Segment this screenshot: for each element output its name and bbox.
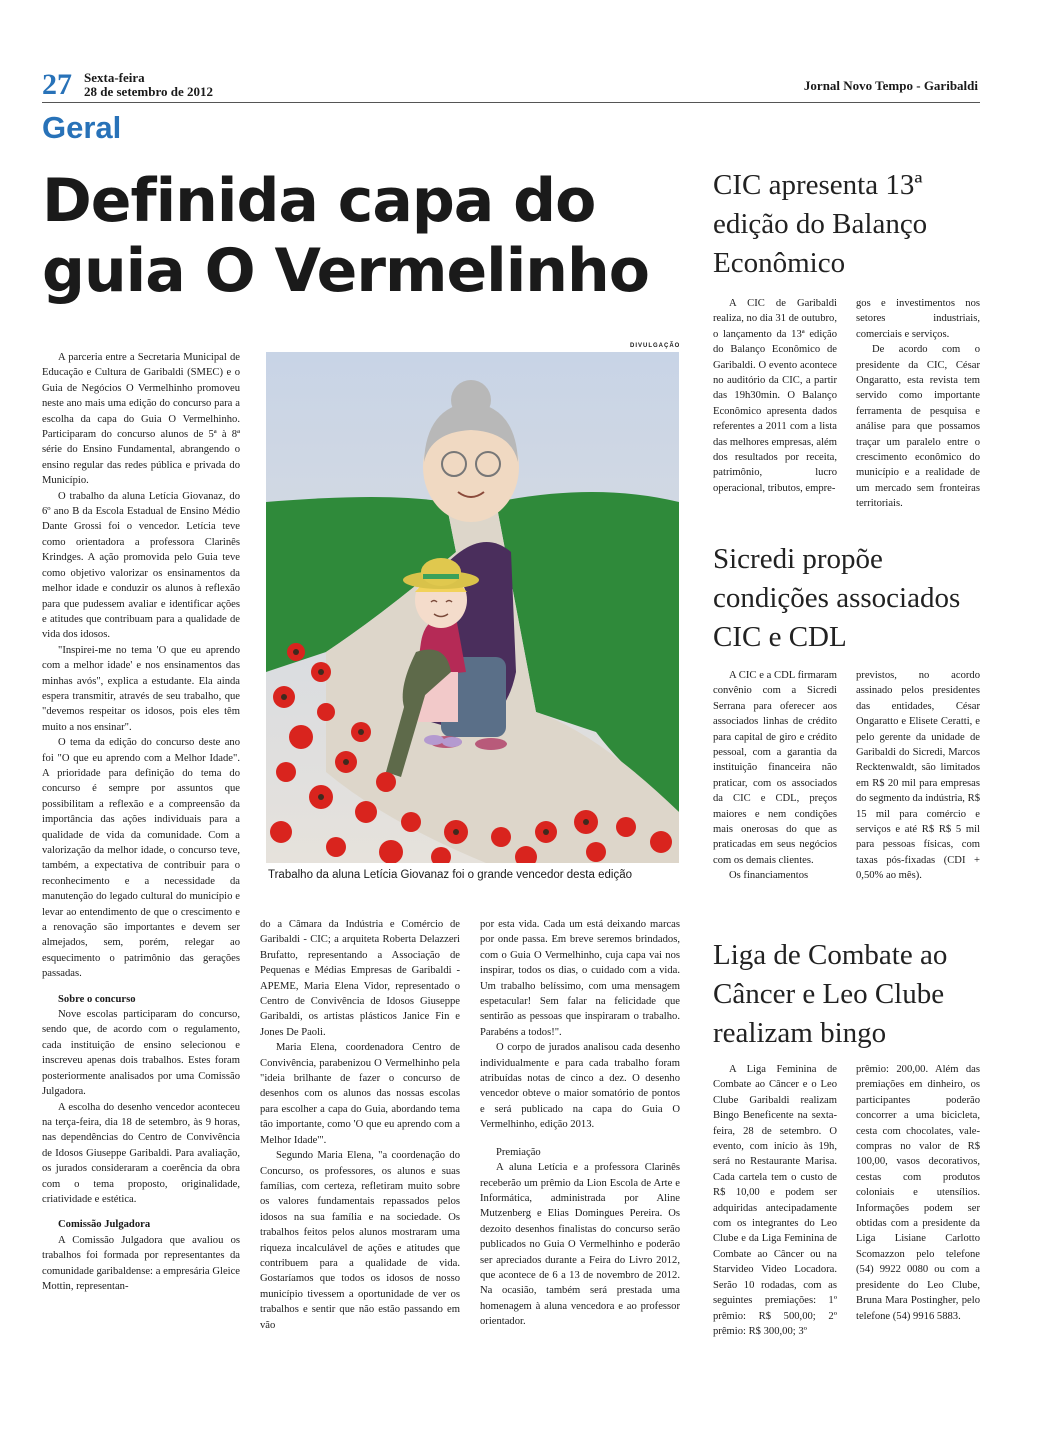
side-headline-liga: Liga de Combate ao Câncer e Leo Clube realizam bingo: [713, 939, 948, 1049]
paragraph: Maria Elena, coordenadora Centro de Convivência, parabenizou O Vermelhinho pela "ideia brilhante de fazer o concurso de desenhos com os alunos das nossas escolas para escolher a capa do Guia, abordando tema tão importante, como 'O que eu aprendo com a Melhor Idade'".: [260, 1042, 460, 1146]
side-headline-sicredi: Sicredi propõe condições associados CIC e CDL: [713, 543, 961, 653]
paragraph: A parceria entre a Secretaria Municipal de Educação e Cultura de Garibaldi (SMEC) e o Guia de Negócios O Vermelhinho promoveu neste ano mais uma edição do concurso para a escolha da capa do Guia O Vermelhinho. Participaram do concurso alunos de 5ª à 8ª série do Ensino Fundamental, abrangendo o ensino regular das redes pública e privada do Município.: [42, 352, 240, 487]
side2-column-b: [856, 668, 980, 884]
side-headline-cic: CIC apresenta 13ª edição do Balanço Econômico: [713, 169, 928, 279]
side1-column-b: [856, 296, 980, 512]
issue-date: [84, 71, 213, 99]
section-title: Geral: [42, 110, 122, 145]
cover-illustration: [266, 352, 679, 863]
subheading: Sobre o concurso: [58, 993, 136, 1005]
main-headline: Definida capa do guia O Vermelinho: [42, 166, 649, 306]
main-column-2: [260, 917, 460, 1333]
subheading: Premiação: [496, 1146, 541, 1158]
paragraph: A aluna Letícia e a professora Clarinês receberão um prêmio da Lion Escola de Arte e Informática, administrada por Aline Mutzenberg e Elias Domingues Pereira. Os dezoito desenhos finalistas do concurso serão publicados no Guia O Vermelhinho e poderão ser apreciados durante a Feira do Livro 2012, que acontece de 6 a 13 de novembro de 2012. Na ocasião, também será prestada uma homenagem à aluna vencedora e ao professor orientador.: [480, 1162, 680, 1328]
side2-column-a: [713, 668, 837, 884]
paragraph: O corpo de jurados analisou cada desenho individualmente e para cada trabalho foram atribuídas notas de cinco a dez. O desenho vencedor obteve o maior somatório de pontos e será publicado na capa do Guia O Vermelhinho, edição 2013.: [480, 1042, 680, 1131]
paragraph: prêmio: 200,00. Além das premiações em dinheiro, os participantes poderão concorrer a uma bicicleta, cesta com chocolates, vale-compras no valor de R$ 100,00, vasos decorativos, cestas com produtos coloniais e utensílios. Informações podem ser obtidas com a presidente da Liga Lisiane Carlotto Scomazzon pelo telefone (54) 9922 0080 ou com a presidente do Leo Clube, Bruna Mara Postingher, pelo telefone (54) 9916 5883.: [856, 1064, 980, 1322]
paragraph: O tema da edição do concurso deste ano foi "O que eu aprendo com a Melhor Idade". A prioridade para definição do tema do concurso é sempre por assuntos que possibilitam a reflexão e a compreensão da importância das ações individuais para a qualidade de vida da comunidade. Com a valorização da melhor idade, o concurso teve, também, a expectativa de contribuir para o reconhecimento e a necessidade da manutenção do legado cultural do município e levar ao entendimento de que o crescimento e a renovação são importantes e devem ser almejados, sem, porém, relegar ao esquecimento o patrimônio das gerações passadas.: [42, 737, 240, 980]
paragraph: A Comissão Julgadora que avaliou os trabalhos foi formada por representantes da comunidade garibaldense: a empresária Gleice Mottin, representan-: [42, 1234, 240, 1292]
paragraph: Segundo Maria Elena, "a coordenação do Concurso, os professores, os alunos e suas famílias, com certeza, refletiram muito sobre os valores fundamentais repassados pelos idosos na sua família e na sociedade. Os trabalhos feitos pelos alunos mostraram uma riqueza incalculável de ações e atitudes que contribuem para a qualidade de vida. Gostaríamos que todos os idosos de nosso município tivessem a oportunidade de ver os trabalhos e sentir que não estão passando em vão: [260, 1150, 460, 1331]
side3-column-a: [713, 1062, 837, 1339]
drawing-grandma-and-girl: [266, 352, 679, 863]
paragraph: A CIC de Garibaldi realiza, no dia 31 de outubro, o lançamento da 13ª edição do Balanço Econômico de Garibaldi. O evento acontece no auditório da CIC, a partir das 19h30min. O Balanço Econômico apresenta dados referentes a 2011 com a lista das melhores empresas, além dos resultados por receita, patrimônio, lucro operacional, tributos, empre-: [713, 298, 837, 494]
paragraph: A escolha do desenho vencedor aconteceu na terça-feira, dia 18 de setembro, às 9 horas, nas dependências do Centro de Convivência de Idosos Giuseppe Garibaldi. Para avaliação, os jurados consideraram a coerência da obra com o tema proposto, originalidade, criatividade e estética.: [42, 1101, 240, 1205]
photo-credit: DIVULGAÇÃO: [630, 343, 681, 349]
paragraph: "Inspirei-me no tema 'O que eu aprendo com a melhor idade' e nos ensinamentos das minhas avós", explica a estudante. Ela ainda espera transmitir, através de seu trabalho, que "devemos respeitar os idosos, pois eles têm muito a nos ensinar".: [42, 644, 240, 733]
photo-caption: Trabalho da aluna Letícia Giovanaz foi o grande vencedor desta edição: [268, 869, 632, 881]
side1-column-a: [713, 296, 837, 496]
paragraph: O trabalho da aluna Letícia Giovanaz, do 6º ano B da Escola Estadual de Ensino Médio Dante Grossi foi o vencedor. Letícia teve como orientadora a professora Clarinês Krindges. A ação promovida pelo Guia teve como objetivo valorizar os ensinamentos da melhor idade e conduzir os alunos à reflexão para que pudessem avaliar e identificar ações e atitudes que contribuam para a qualidade de vida dos idosos.: [42, 490, 240, 641]
side3-column-b: [856, 1062, 980, 1324]
paragraph: Nove escolas participaram do concurso, sendo que, de acordo com o regulamento, cada instituição de ensino selecionou e inscreveu apenas dois trabalhos. Estes foram posteriormente analisados por uma Comissão Julgadora.: [42, 1009, 240, 1098]
paragraph: do a Câmara da Indústria e Comércio de Garibaldi - CIC; a arquiteta Roberta Delazzeri Brufatto, representando a Associação de Pequenas e Médias Empresas de Garibaldi - APEME, Maria Elena Vidor, representado o Centro de Convivência de Idosos Giuseppe Garibaldi, os artistas plásticos Janice Fin e Jones De Paoli.: [260, 919, 460, 1038]
paragraph: De acordo com o presidente da CIC, César Ongaratto, esta revista tem servido como importante ferramenta de pesquisa e análise para que possamos traçar um paralelo entre o crescimento econômico do município e a realidade de um mercado sem fronteiras territoriais.: [856, 344, 980, 510]
paragraph: por esta vida. Cada um está deixando marcas por onde passa. Em breve seremos brindados, com o Guia O Vermelhinho, cuja capa vai nos inspirar, todos os dias, o cuidado com a vida. Um trabalho belíssimo, com uma mensagem espetacular! Sem falar na felicidade que sentirão as pessoas que inspiraram o trabalho. Parabéns a todos!".: [480, 919, 680, 1038]
newspaper-name: Jornal Novo Tempo - Garibaldi: [803, 78, 978, 93]
paragraph: Os financiamentos: [729, 870, 809, 882]
paragraph: A Liga Feminina de Combate ao Câncer e o Leo Clube Garibaldi realizam Bingo Beneficente na sexta-feira, 28 de setembro. O evento, com início às 19h, será no Restaurante Marisa. Cada cartela tem o custo de R$ 10,00 e podem ser adquiridas antecipadamente com os integrantes do Leo Clube e da Liga Feminina de Combate ao Câncer ou na Starvideo Video Locadora. Serão 10 rodadas, com as seguintes premiações: 1º prêmio: R$ 500,00; 2º prêmio: R$ 300,00; 3º: [713, 1064, 837, 1337]
paragraph: A CIC e a CDL firmaram convênio com a Sicredi Serrana para oferecer aos associados linhas de crédito para capital de giro e crédito pessoal, com a garantia da instituição financeira não praticar, com os associados da CIC e CDL, preços maiores e nem condições mais onerosas do que as praticadas em seus negócios com os demais clientes.: [713, 670, 837, 866]
main-column-1: [42, 350, 240, 1294]
weekday: Sexta-feira: [84, 70, 145, 85]
header-rule: [42, 102, 980, 103]
paragraph: gos e investimentos nos setores industriais, comerciais e serviços.: [856, 298, 980, 340]
date: 28 de setembro de 2012: [84, 84, 214, 99]
paragraph: previstos, no acordo assinado pelos presidentes das entidades, César Ongaratto e Elisete Ceratti, e pelo gerente da unidade de Garibaldi do Sicredi, Marcos Recktenwaldt, são limitados em R$ 20 mil para empresas do segmento da indústria, R$ 15 mil para comércio e serviços e até R$ R$ 5 mil para pessoas físicas, com taxas pós-fixadas (CDI + 0,50% ao mês).: [856, 670, 980, 882]
page-number: 27: [42, 68, 72, 101]
subheading: Comissão Julgadora: [58, 1219, 151, 1231]
main-column-3: [480, 917, 680, 1330]
